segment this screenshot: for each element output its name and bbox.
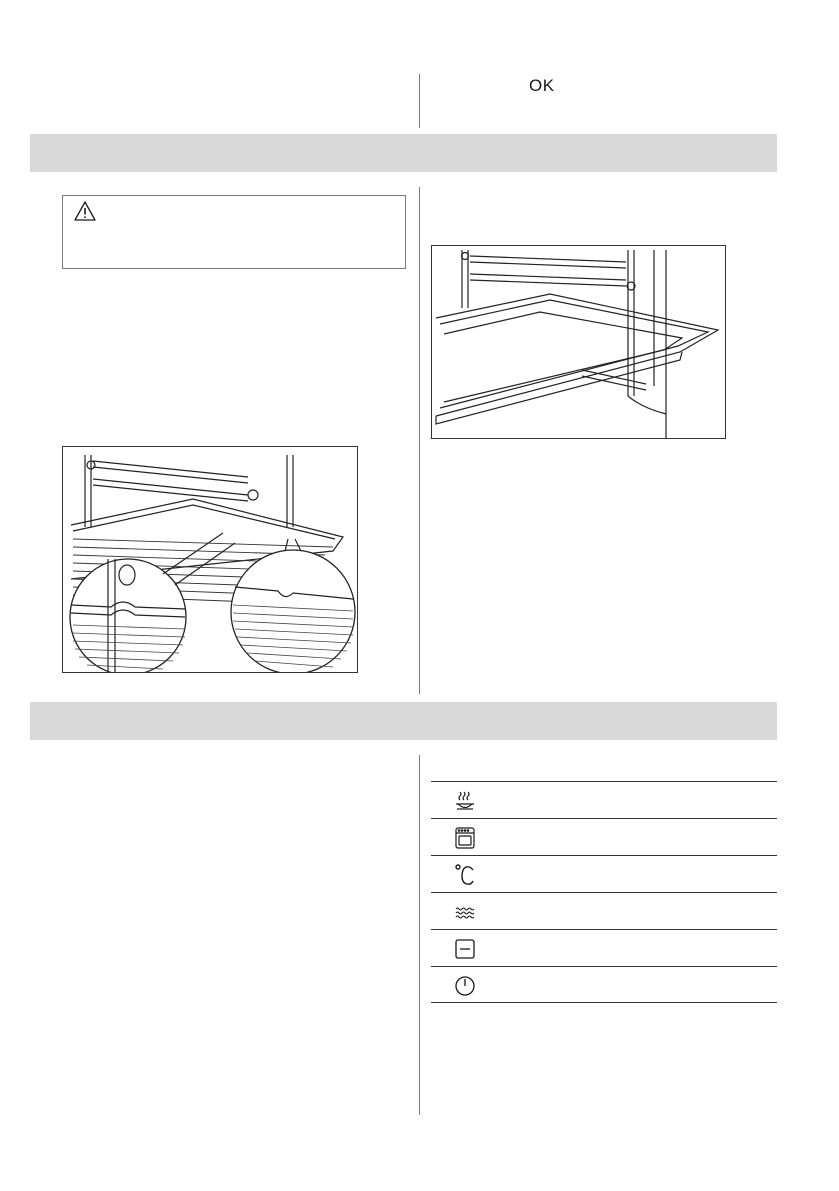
table-row bbox=[431, 818, 777, 855]
table-row bbox=[431, 966, 777, 1003]
column-divider-bottom bbox=[419, 755, 420, 1115]
warning-box bbox=[62, 195, 406, 269]
clock-icon bbox=[453, 974, 477, 998]
column-divider-middle bbox=[419, 187, 420, 694]
minus-key-icon bbox=[453, 937, 477, 961]
residual-heat-icon bbox=[453, 900, 477, 924]
ok-key-label: OK bbox=[529, 76, 555, 95]
section-heading-band-2 bbox=[30, 702, 777, 740]
table-row bbox=[431, 781, 777, 818]
column-divider-top bbox=[419, 74, 420, 128]
wire-shelf-illustration bbox=[62, 446, 358, 673]
heat-up-dish-icon bbox=[453, 789, 477, 813]
baking-tray-illustration bbox=[431, 245, 726, 439]
warning-triangle-icon bbox=[74, 201, 96, 221]
section-heading-band-1 bbox=[30, 134, 777, 172]
oven-cavity-icon bbox=[453, 826, 477, 850]
display-symbols-table bbox=[431, 781, 777, 1003]
table-row bbox=[431, 892, 777, 929]
degrees-celsius-icon bbox=[453, 863, 477, 887]
table-row bbox=[431, 929, 777, 966]
table-row bbox=[431, 855, 777, 892]
